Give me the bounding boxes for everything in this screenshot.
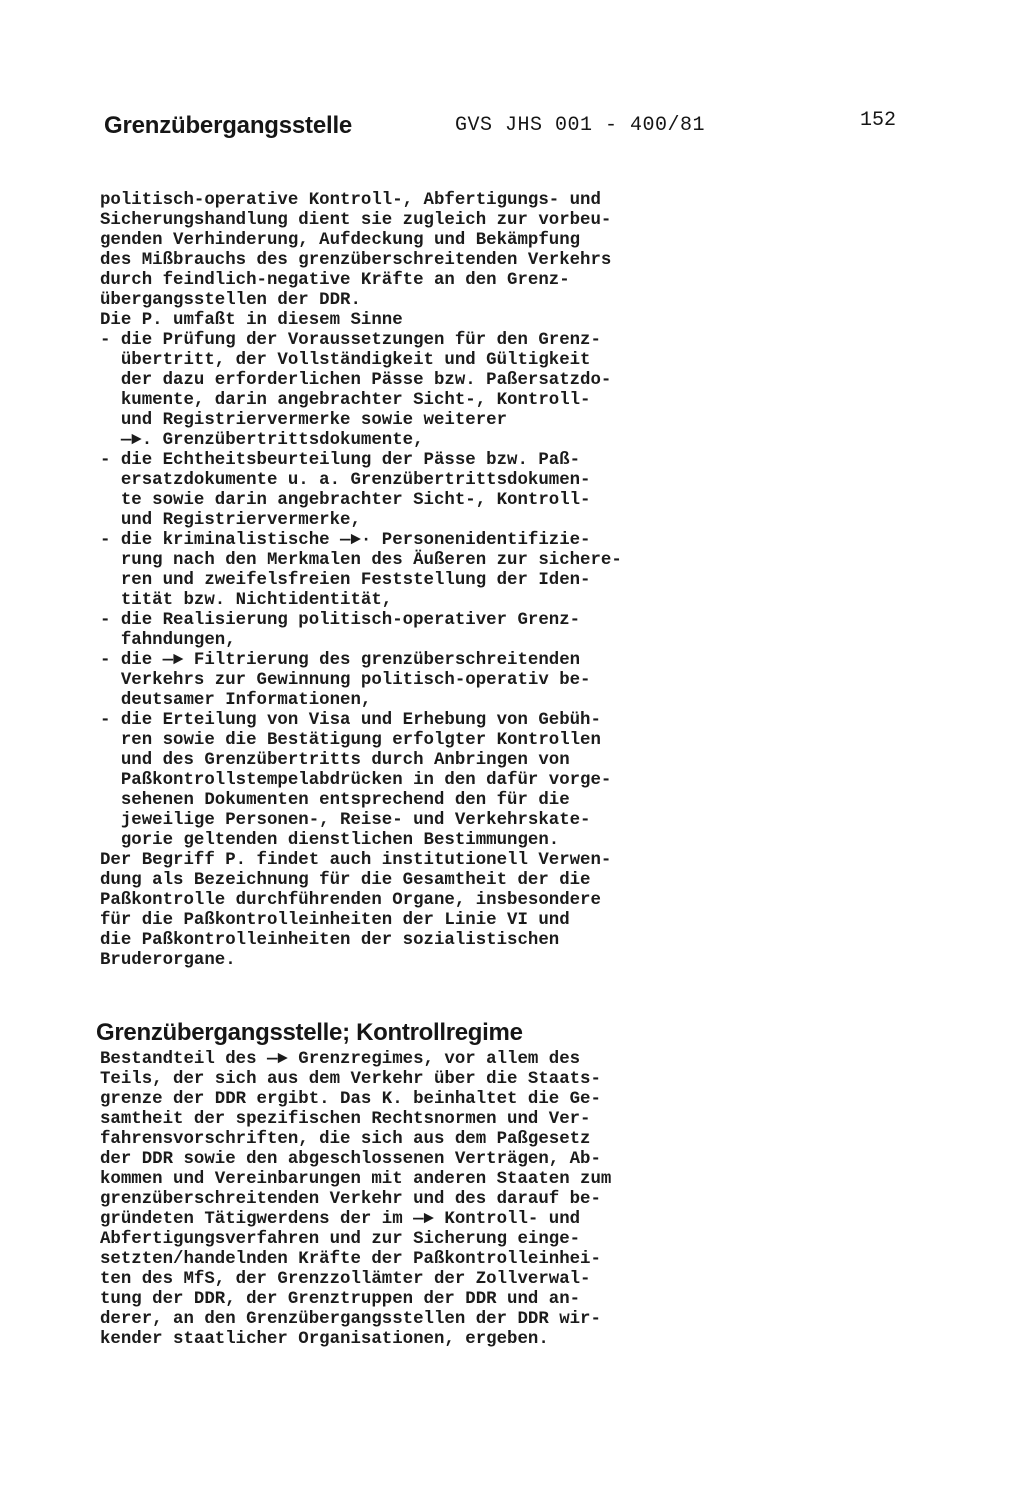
document-reference: GVS JHS 001 - 400/81 <box>455 114 706 137</box>
text-line: tung der DDR, der Grenztruppen der DDR und an- <box>100 1290 581 1309</box>
text-line: gorie geltenden dienstlichen Bestimmungen. <box>100 831 560 850</box>
text-line: ten des MfS, der Grenzzollämter der Zollverwal- <box>100 1270 591 1289</box>
text-line: Bruderorgane. <box>100 951 236 970</box>
text-line: kender staatlicher Organisationen, ergeben. <box>100 1330 549 1349</box>
text-line: und des Grenzübertritts durch Anbringen von <box>100 751 570 770</box>
page-number: 152 <box>860 109 897 132</box>
text-line: Paßkontrolle durchführenden Organe, insbesondere <box>100 891 601 910</box>
text-line: und Registriervermerke, <box>100 511 361 530</box>
text-line: grenzüberschreitenden Verkehr und des darauf be- <box>100 1190 601 1209</box>
text-line: ersatzdokumente u. a. Grenzübertrittsdokumen- <box>100 471 591 490</box>
text-line: ren sowie die Bestätigung erfolgter Kontrollen <box>100 731 601 750</box>
text-line: kommen und Vereinbarungen mit anderen Staaten zum <box>100 1170 612 1189</box>
text-line: für die Paßkontrolleinheiten der Linie VI und <box>100 911 570 930</box>
text-line: der dazu erforderlichen Pässe bzw. Paßersatzdo- <box>100 371 612 390</box>
text-line: deutsamer Informationen, <box>100 691 372 710</box>
text-line: dung als Bezeichnung für die Gesamtheit der die <box>100 871 591 890</box>
text-line: rung nach den Merkmalen des Äußeren zur sichere- <box>100 551 622 570</box>
section-1-body <box>100 191 720 971</box>
text-line: kumente, darin angebrachter Sicht-, Kontroll- <box>100 391 591 410</box>
text-line: fahrensvorschriften, die sich aus dem Paßgesetz <box>100 1130 591 1149</box>
text-line: und Registriervermerke sowie weiterer <box>100 411 508 430</box>
text-line: tität bzw. Nichtidentität, <box>100 591 393 610</box>
text-line: durch feindlich-negative Kräfte an den Grenz- <box>100 271 570 290</box>
text-line: derer, an den Grenzübergangsstellen der DDR wir- <box>100 1310 601 1329</box>
text-line: - die Echtheitsbeurteilung der Pässe bzw. Paß- <box>100 451 581 470</box>
text-line: - die —► Filtrierung des grenzüberschreitenden <box>100 651 581 670</box>
text-line: - die Realisierung politisch-operativer Grenz- <box>100 611 581 630</box>
text-line: Bestandteil des —► Grenzregimes, vor allem des <box>100 1050 581 1069</box>
text-line: gründeten Tätigwerdens der im —► Kontroll- und <box>100 1210 581 1229</box>
text-line: Der Begriff P. findet auch institutionell Verwen- <box>100 851 612 870</box>
text-line: samtheit der spezifischen Rechtsnormen und Ver- <box>100 1110 591 1129</box>
section-2-title: Grenzübergangsstelle; Kontrollregime <box>96 1019 523 1046</box>
text-line: ren und zweifelsfreien Feststellung der Iden- <box>100 571 591 590</box>
text-line: sehenen Dokumenten entsprechend den für die <box>100 791 570 810</box>
text-line: Abfertigungsverfahren und zur Sicherung einge- <box>100 1230 581 1249</box>
text-line: genden Verhinderung, Aufdeckung und Bekämpfung <box>100 231 581 250</box>
text-line: des Mißbrauchs des grenzüberschreitenden Verkehrs <box>100 251 612 270</box>
running-header-title: Grenzübergangsstelle <box>104 112 353 139</box>
text-line: - die Prüfung der Voraussetzungen für den Grenz- <box>100 331 601 350</box>
section-2-body <box>100 1050 720 1350</box>
text-line: der DDR sowie den abgeschlossenen Verträgen, Ab- <box>100 1150 601 1169</box>
text-line: - die Erteilung von Visa und Erhebung von Gebüh- <box>100 711 601 730</box>
text-line: Paßkontrollstempelabdrücken in den dafür vorge- <box>100 771 612 790</box>
text-line: übergangsstellen der DDR. <box>100 291 361 310</box>
text-line: übertritt, der Vollständigkeit und Gültigkeit <box>100 351 591 370</box>
text-line: - die kriminalistische —►· Personenidentifizie- <box>100 531 591 550</box>
text-line: te sowie darin angebrachter Sicht-, Kontroll- <box>100 491 591 510</box>
text-line: setzten/handelnden Kräfte der Paßkontrolleinhei- <box>100 1250 601 1269</box>
text-line: grenze der DDR ergibt. Das K. beinhaltet die Ge- <box>100 1090 601 1109</box>
text-line: jeweilige Personen-, Reise- und Verkehrskate- <box>100 811 591 830</box>
text-line: die Paßkontrolleinheiten der sozialistischen <box>100 931 560 950</box>
text-line: —►. Grenzübertrittsdokumente, <box>100 431 424 450</box>
text-line: Verkehrs zur Gewinnung politisch-operativ be- <box>100 671 591 690</box>
text-line: politisch-operative Kontroll-, Abfertigungs- und <box>100 191 601 210</box>
text-line: Sicherungshandlung dient sie zugleich zur vorbeu- <box>100 211 612 230</box>
text-line: Teils, der sich aus dem Verkehr über die Staats- <box>100 1070 601 1089</box>
text-line: fahndungen, <box>100 631 236 650</box>
text-line: Die P. umfaßt in diesem Sinne <box>100 311 403 330</box>
